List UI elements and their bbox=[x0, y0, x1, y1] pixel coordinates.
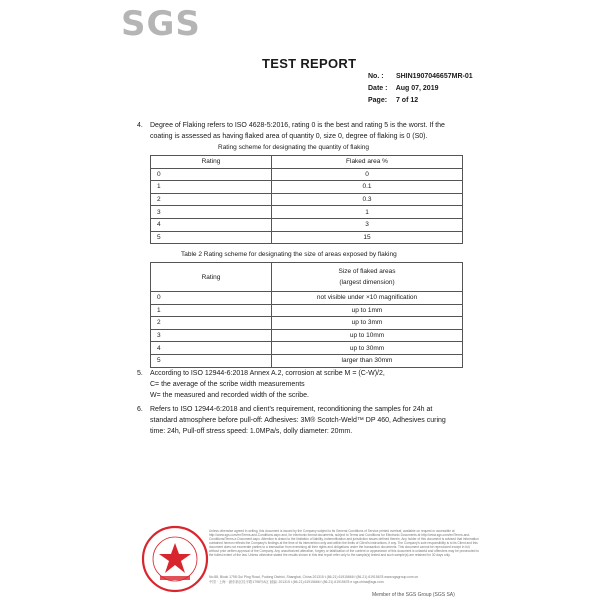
company-address bbox=[209, 575, 418, 585]
table-row bbox=[151, 231, 463, 244]
page-title: TEST REPORT bbox=[262, 56, 357, 71]
table-row bbox=[151, 193, 463, 206]
table-cell: up to 30mm bbox=[272, 342, 463, 355]
report-number bbox=[368, 71, 473, 83]
flaking-size-table bbox=[150, 262, 463, 368]
table-row bbox=[151, 168, 463, 181]
table-cell: not visible under ×10 magnification bbox=[272, 292, 463, 305]
table-cell: 3 bbox=[151, 206, 272, 219]
table-header-size bbox=[272, 263, 463, 292]
table-cell: 0 bbox=[151, 168, 272, 181]
table-row bbox=[151, 342, 463, 355]
table-cell: 1 bbox=[272, 206, 463, 219]
item4-line2: coating is assessed as having flaked area of quantity 0, size 0, degree of flaking is 0 (S0). bbox=[150, 133, 428, 140]
table1-caption: Rating scheme for designating the quantity of flaking bbox=[218, 144, 370, 151]
flaking-quantity-table bbox=[150, 155, 463, 244]
table-header-rating: Rating bbox=[151, 156, 272, 169]
table-header-size-line2: (largest dimension) bbox=[339, 279, 395, 286]
table-cell: 3 bbox=[272, 218, 463, 231]
table-cell: 4 bbox=[151, 342, 272, 355]
item4-line1: Degree of Flaking refers to ISO 4628-5:2016, rating 0 is the best and rating 5 is the worst. If the bbox=[150, 122, 445, 129]
item6-number: 6. bbox=[137, 406, 143, 413]
report-page-label: Page: bbox=[368, 97, 388, 104]
table-cell: 0 bbox=[151, 292, 272, 305]
table-row bbox=[151, 329, 463, 342]
table-header-size-line1: Size of flaked areas bbox=[338, 268, 396, 275]
table-header-rating: Rating bbox=[151, 263, 272, 292]
table-header-row bbox=[151, 263, 463, 292]
item5-number: 5. bbox=[137, 370, 143, 377]
table-row bbox=[151, 206, 463, 219]
table-cell: 5 bbox=[151, 354, 272, 367]
company-address-cn: 中国 · 上海 · 浦东新区桂平路1798号A区 邮编: 201315 t (86-21) 61915666 f (86-21) 61915678 e sgs.china@sgs.com bbox=[209, 580, 384, 584]
report-date-label: Date : bbox=[368, 85, 388, 92]
table-cell: 5 bbox=[151, 231, 272, 244]
member-notice: Member of the SGS Group (SGS SA) bbox=[372, 592, 455, 598]
table-row bbox=[151, 317, 463, 330]
report-page-value: 7 of 12 bbox=[395, 97, 419, 104]
table-cell: 2 bbox=[151, 317, 272, 330]
item5-line1: According to ISO 12944-6:2018 Annex A.2, corrosion at scribe M = (C-W)/2, bbox=[150, 370, 385, 377]
table-row bbox=[151, 292, 463, 305]
table-cell: 3 bbox=[151, 329, 272, 342]
sgs-logo: SGS bbox=[121, 4, 201, 44]
table-row bbox=[151, 304, 463, 317]
table-header-flaked-area: Flaked area % bbox=[272, 156, 463, 169]
report-date-value: Aug 07, 2019 bbox=[395, 85, 439, 92]
item5-line3: W= the measured and recorded width of the scribe. bbox=[150, 392, 309, 399]
item5-line2: C= the average of the scribe width measurements bbox=[150, 381, 305, 388]
company-seal bbox=[141, 525, 209, 593]
table-cell: up to 3mm bbox=[272, 317, 463, 330]
item6-line3: time: 24h, Pull-off stress speed: 1.0MPa/s, dolly diameter: 20mm. bbox=[150, 428, 353, 435]
company-address-en: No.88, Block 1798 Gui Ping Road, Pudong District, Shanghai, China 201315 t (86-21) 61915666 f (86-21) 61915678 www.sgsgroup.com.cn bbox=[209, 575, 419, 579]
table-cell: 0 bbox=[272, 168, 463, 181]
table-row bbox=[151, 354, 463, 367]
report-date bbox=[368, 83, 473, 95]
table-cell: 4 bbox=[151, 218, 272, 231]
item6-line2: standard atmosphere before pull-off: Adhesives: 3M® Scotch-Weld™ DP 460, Adhesives curing bbox=[150, 417, 446, 424]
table-cell: up to 10mm bbox=[272, 329, 463, 342]
table-row bbox=[151, 181, 463, 194]
table-cell: larger than 30mm bbox=[272, 354, 463, 367]
report-page-number bbox=[368, 95, 473, 107]
table-cell: 1 bbox=[151, 181, 272, 194]
table2-caption: Table 2 Rating scheme for designating the size of areas exposed by flaking bbox=[181, 251, 397, 258]
report-meta bbox=[368, 71, 473, 107]
table-row bbox=[151, 218, 463, 231]
table-cell: 1 bbox=[151, 304, 272, 317]
table-cell: 0.3 bbox=[272, 193, 463, 206]
table-cell: 0.1 bbox=[272, 181, 463, 194]
seal-star-icon bbox=[159, 543, 191, 573]
report-number-label: No. : bbox=[368, 73, 384, 80]
item6-line1: Refers to ISO 12944-6:2018 and client's requirement, reconditioning the samples for 24h at bbox=[150, 406, 433, 413]
report-number-value: SHIN1907046657MR-01 bbox=[395, 73, 473, 80]
table-cell: 2 bbox=[151, 193, 272, 206]
legal-disclaimer: Unless otherwise agreed in writing, this document is issued by the Company subject to its General Conditions of Service printed overleaf, available on request or accessible at http://www.sgs.com/en/Terms-and-Conditions.aspx and, for electronic format documents, subject to Terms and Conditions for Electronic Documents at http://www.sgs.com/en/Terms-and-Conditions/Terms-e-Document.aspx. Attention is drawn to the limitation of liability, indemnification and jurisdiction issues defined therein. Any holder of this document is advised that information contained hereon reflects the Company's findings at the time of its intervention only and within the limits of Client's instructions, if any. The Company's sole responsibility is to its Client and this document does not exonerate parties to a transaction from exercising all their rights and obligations under the transaction documents. This document cannot be reproduced except in full, without prior written approval of the Company. Any unauthorized alteration, forgery or falsification of the content or appearance of this document is unlawful and offenders may be prosecuted to the fullest extent of the law. Unless otherwise stated the results shown in this test report refer only to the sample(s) tested and such sample(s) are retained for 30 days only. bbox=[209, 529, 479, 557]
table-cell: up to 1mm bbox=[272, 304, 463, 317]
item4-number: 4. bbox=[137, 122, 143, 129]
table-header-row bbox=[151, 156, 463, 169]
table-cell: 15 bbox=[272, 231, 463, 244]
